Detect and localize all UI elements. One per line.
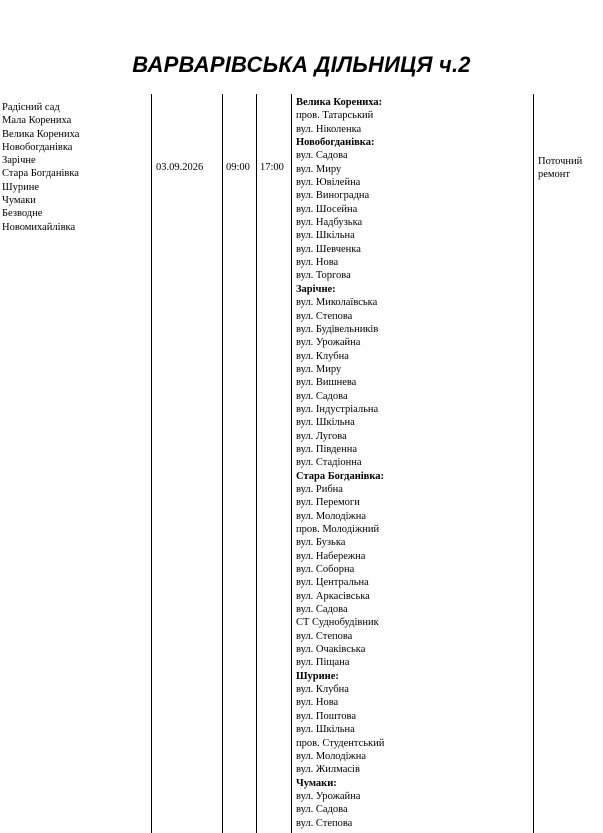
street-name: вул. Аркасівська xyxy=(296,590,370,602)
street-name: вул. Шосейна xyxy=(296,203,358,215)
settlement-name: Новобогданівка xyxy=(2,141,73,153)
street-name: вул. Миру xyxy=(296,363,342,375)
settlement-name: Новомихайлівка xyxy=(2,221,76,233)
street-name: вул. Степова xyxy=(296,310,353,322)
settlement-name: Велика Корениха xyxy=(2,128,80,140)
street-name: вул. Південна xyxy=(296,443,357,455)
street-name: вул. Степова xyxy=(296,630,353,642)
column-divider xyxy=(533,94,534,833)
village-heading: Велика Корениха: xyxy=(296,97,383,108)
street-name: вул. Нова xyxy=(296,697,339,709)
page-title: ВАРВАРІВСЬКА ДІЛЬНИЦЯ ч.2 xyxy=(132,52,471,77)
work-type-line: Поточний xyxy=(538,156,583,167)
street-name: вул. Соборна xyxy=(296,564,355,576)
column-divider xyxy=(222,94,223,833)
column-divider xyxy=(151,94,152,833)
column-divider xyxy=(256,94,257,833)
street-name: вул. Садова xyxy=(296,604,348,616)
street-name: вул. Миру xyxy=(296,163,342,175)
column-divider xyxy=(291,94,292,833)
settlements-cell xyxy=(2,101,150,234)
street-name: вул. Ювілейна xyxy=(296,177,361,189)
street-name: вул. Шкільна xyxy=(296,417,355,429)
village-heading: Зарічне: xyxy=(296,283,336,295)
street-name: вул. Урожайна xyxy=(296,337,361,349)
street-name: пров. Студентський xyxy=(296,737,385,749)
street-name: вул. Урожайна xyxy=(296,790,361,802)
street-name: вул. Шкільна xyxy=(296,724,355,736)
street-name: вул. Лугова xyxy=(296,430,347,442)
work-type-line: ремонт xyxy=(538,169,571,181)
street-name: вул. Очаківська xyxy=(296,644,366,656)
settlement-name: Стара Богданівка xyxy=(2,168,79,180)
street-name: вул. Садова xyxy=(296,150,348,162)
street-name: вул. Центральна xyxy=(296,577,369,589)
street-name: вул. Будівельників xyxy=(296,323,379,335)
street-name: вул. Миколаївська xyxy=(296,297,378,309)
street-name: вул. Набережна xyxy=(296,550,366,562)
street-name: вул. Піщана xyxy=(296,657,350,669)
settlement-name: Чумаки xyxy=(2,195,36,207)
time-start-cell: 09:00 xyxy=(226,162,250,173)
time-end-cell: 17:00 xyxy=(260,162,284,173)
date-cell: 03.09.2026 xyxy=(156,162,204,173)
street-name: вул. Перемоги xyxy=(296,497,360,509)
street-name: вул. Виноградна xyxy=(296,190,370,202)
street-name: вул. Садова xyxy=(296,804,348,816)
street-name: вул. Клубна xyxy=(296,684,349,696)
settlement-name: Зарічне xyxy=(2,155,36,167)
settlement-name: Шурине xyxy=(2,181,39,193)
street-name: вул. Жилмасів xyxy=(296,764,360,776)
street-name: вул. Клубна xyxy=(296,350,349,362)
street-name: вул. Стадіонна xyxy=(296,457,362,469)
street-name: вул. Молодіжна xyxy=(296,510,367,522)
village-heading: Чумаки: xyxy=(296,777,337,789)
streets-cell xyxy=(296,96,532,830)
settlement-name: Мала Корениха xyxy=(2,115,72,127)
work-type-cell xyxy=(538,155,600,182)
street-name: вул. Рибна xyxy=(296,483,343,495)
street-name: пров. Татарський xyxy=(296,110,374,122)
settlement-name: Безводне xyxy=(2,208,43,220)
village-heading: Новобогданівка: xyxy=(296,137,375,149)
street-name: вул. Степова xyxy=(296,817,353,829)
street-name: вул. Садова xyxy=(296,390,348,402)
street-name: вул. Поштова xyxy=(296,710,356,722)
street-name: СТ Суднобудівник xyxy=(296,617,379,629)
street-name: вул. Шевченка xyxy=(296,243,361,255)
street-name: вул. Вишнева xyxy=(296,377,357,389)
street-name: вул. Надбузька xyxy=(296,217,363,229)
street-name: вул. Бузька xyxy=(296,537,346,549)
village-heading: Шурине: xyxy=(296,670,339,682)
street-name: вул. Молодіжна xyxy=(296,750,367,762)
street-name: вул. Шкільна xyxy=(296,230,355,242)
street-name: пров. Молодіжний xyxy=(296,524,380,535)
settlement-name: Радісний сад xyxy=(2,102,60,113)
village-heading: Стара Богданівка: xyxy=(296,470,384,482)
street-name: вул. Індустріальна xyxy=(296,403,379,415)
street-name: вул. Нова xyxy=(296,257,339,269)
outage-table xyxy=(0,94,603,833)
street-name: вул. Торгова xyxy=(296,270,351,282)
street-name: вул. Ніколенка xyxy=(296,123,362,135)
